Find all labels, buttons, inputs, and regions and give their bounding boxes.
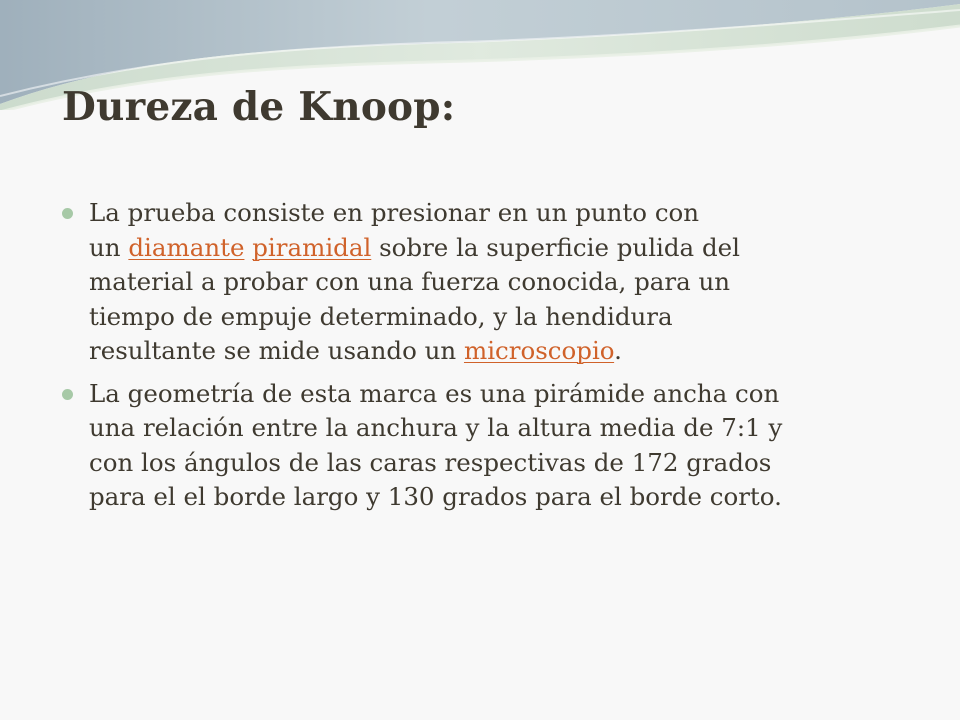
bullet-1-line-3: material a probar con una fuerza conocida, para un xyxy=(89,267,731,296)
bullet-text-2 xyxy=(89,377,912,515)
bullet-text-1 xyxy=(89,196,912,369)
bullet-1-line-4: tiempo de empuje determinado, y la hendidura xyxy=(89,301,673,331)
bullet-2-line-1: La geometría de esta marca es una pirámide ancha con xyxy=(89,378,780,408)
link-diamante[interactable]: diamante xyxy=(128,232,245,262)
link-microscopio[interactable]: microscopio xyxy=(463,336,615,365)
bullet-2-line-2: una relación entre la anchura y la altura media de 7:1 y xyxy=(89,413,783,442)
bullet-1-line-2-suffix: sobre la superficie pulida del xyxy=(371,232,740,262)
bullet-item-1 xyxy=(62,196,912,369)
bullet-dot-icon xyxy=(62,208,73,219)
bullet-1-line-5-prefix: resultante se mide usando un xyxy=(89,336,464,365)
bullet-2-line-4: para el el borde largo y 130 grados para el borde corto. xyxy=(89,482,782,511)
bullet-1-line-2-prefix: un xyxy=(89,232,129,262)
link-piramidal[interactable]: piramidal xyxy=(252,232,372,262)
bullet-1-line-1: La prueba consiste en presionar en un punto con xyxy=(89,198,700,227)
bullet-dot-icon xyxy=(62,389,73,400)
bullet-2-line-3: con los ángulos de las caras respectivas de 172 grados xyxy=(89,447,772,477)
bullet-list xyxy=(62,196,912,523)
bullet-1-line-5 xyxy=(89,334,912,369)
slide-title: Dureza de Knoop: xyxy=(62,84,456,130)
bullet-1-line-5-suffix: . xyxy=(614,336,622,365)
bullet-1-line-2 xyxy=(89,231,912,266)
bullet-item-2 xyxy=(62,377,912,515)
